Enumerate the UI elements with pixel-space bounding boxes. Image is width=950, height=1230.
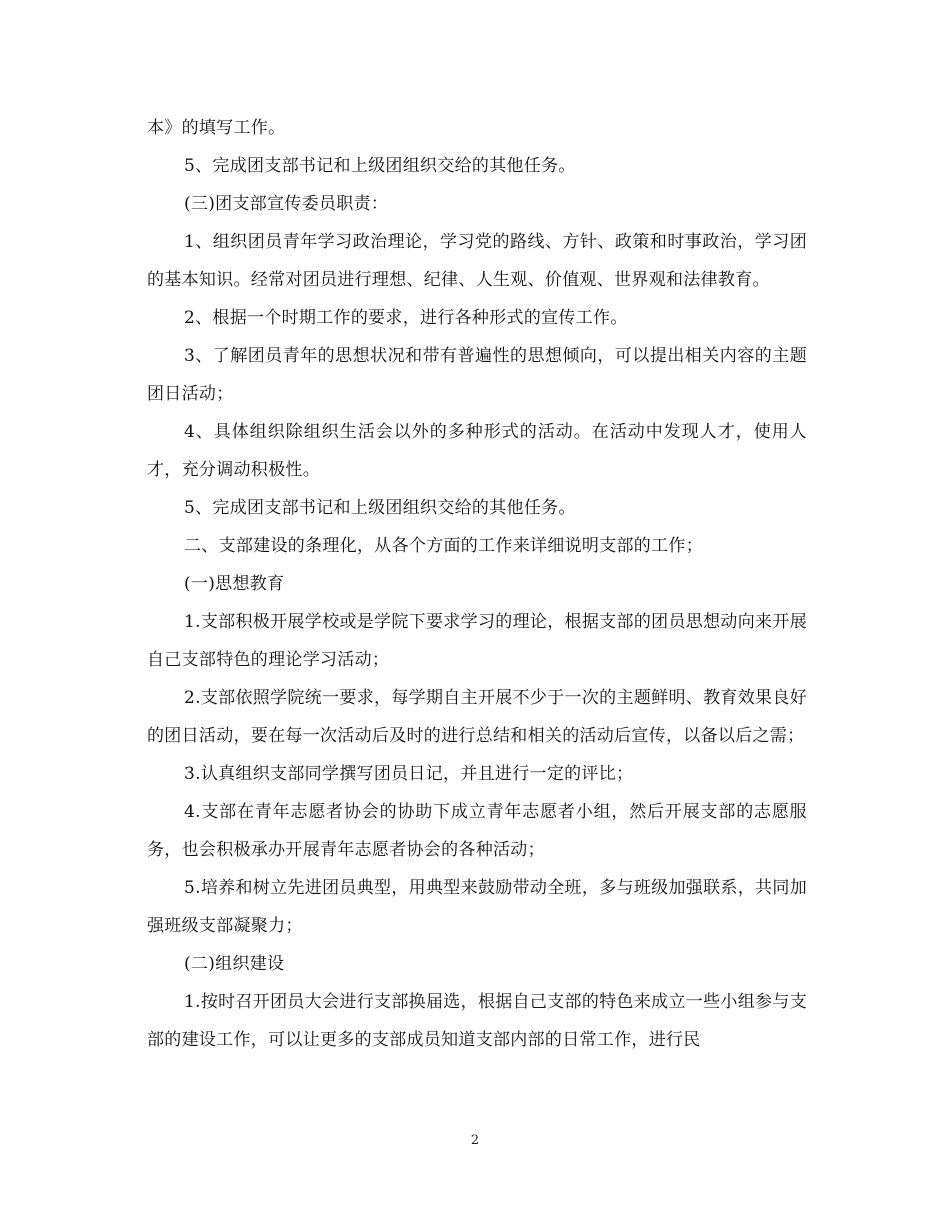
paragraph: 1.按时召开团员大会进行支部换届选，根据自己支部的特色来成立一些小组参与支部的建设工作，可以让更多的支部成员知道支部内部的日常工作，进行民 [147,992,807,1050]
paragraph: 1.支部积极开展学校或是学院下要求学习的理论，根据支部的团员思想动向来开展自己支部特色的理论学习活动； [147,612,807,670]
paragraph: 3.认真组织支部同学撰写团员日记，并且进行一定的评比； [184,764,634,784]
section-heading: 二、支部建设的条理化，从各个方面的工作来详细说明支部的工作； [184,536,703,556]
paragraph: 5、完成团支部书记和上级团组织交给的其他任务。 [184,156,576,176]
page-number: 2 [470,1133,480,1148]
subsection-heading: (一)思想教育 [184,574,285,594]
paragraph: 4.支部在青年志愿者协会的协助下成立青年志愿者小组，然后开展支部的志愿服务，也会积极承办开展青年志愿者协会的各种活动； [147,802,807,860]
paragraph: 5.培养和树立先进团员典型，用典型来鼓励带动全班，多与班级加强联系，共同加强班级支部凝聚力； [147,878,807,936]
section-heading: (三)团支部宣传委员职责： [184,194,389,214]
document-body [147,109,807,1059]
paragraph-continuation: 本》的填写工作。 [147,118,286,138]
paragraph: 2.支部依照学院统一要求，每学期自主开展不少于一次的主题鲜明、教育效果良好的团日活动，要在每一次活动后及时的进行总结和相关的活动后宣传，以备以后之需； [147,688,807,746]
paragraph: 4、具体组织除组织生活会以外的多种形式的活动。在活动中发现人才，使用人才，充分调动积极性。 [147,422,807,480]
paragraph: 2、根据一个时期工作的要求，进行各种形式的宣传工作。 [184,308,628,328]
subsection-heading: (二)组织建设 [184,954,285,974]
paragraph: 1、组织团员青年学习政治理论，学习党的路线、方针、政策和时事政治，学习团的基本知识。经常对团员进行理想、纪律、人生观、价值观、世界观和法律教育。 [147,232,807,290]
paragraph: 3、了解团员青年的思想状况和带有普遍性的思想倾向，可以提出相关内容的主题团日活动； [147,346,807,404]
paragraph: 5、完成团支部书记和上级团组织交给的其他任务。 [184,498,576,518]
